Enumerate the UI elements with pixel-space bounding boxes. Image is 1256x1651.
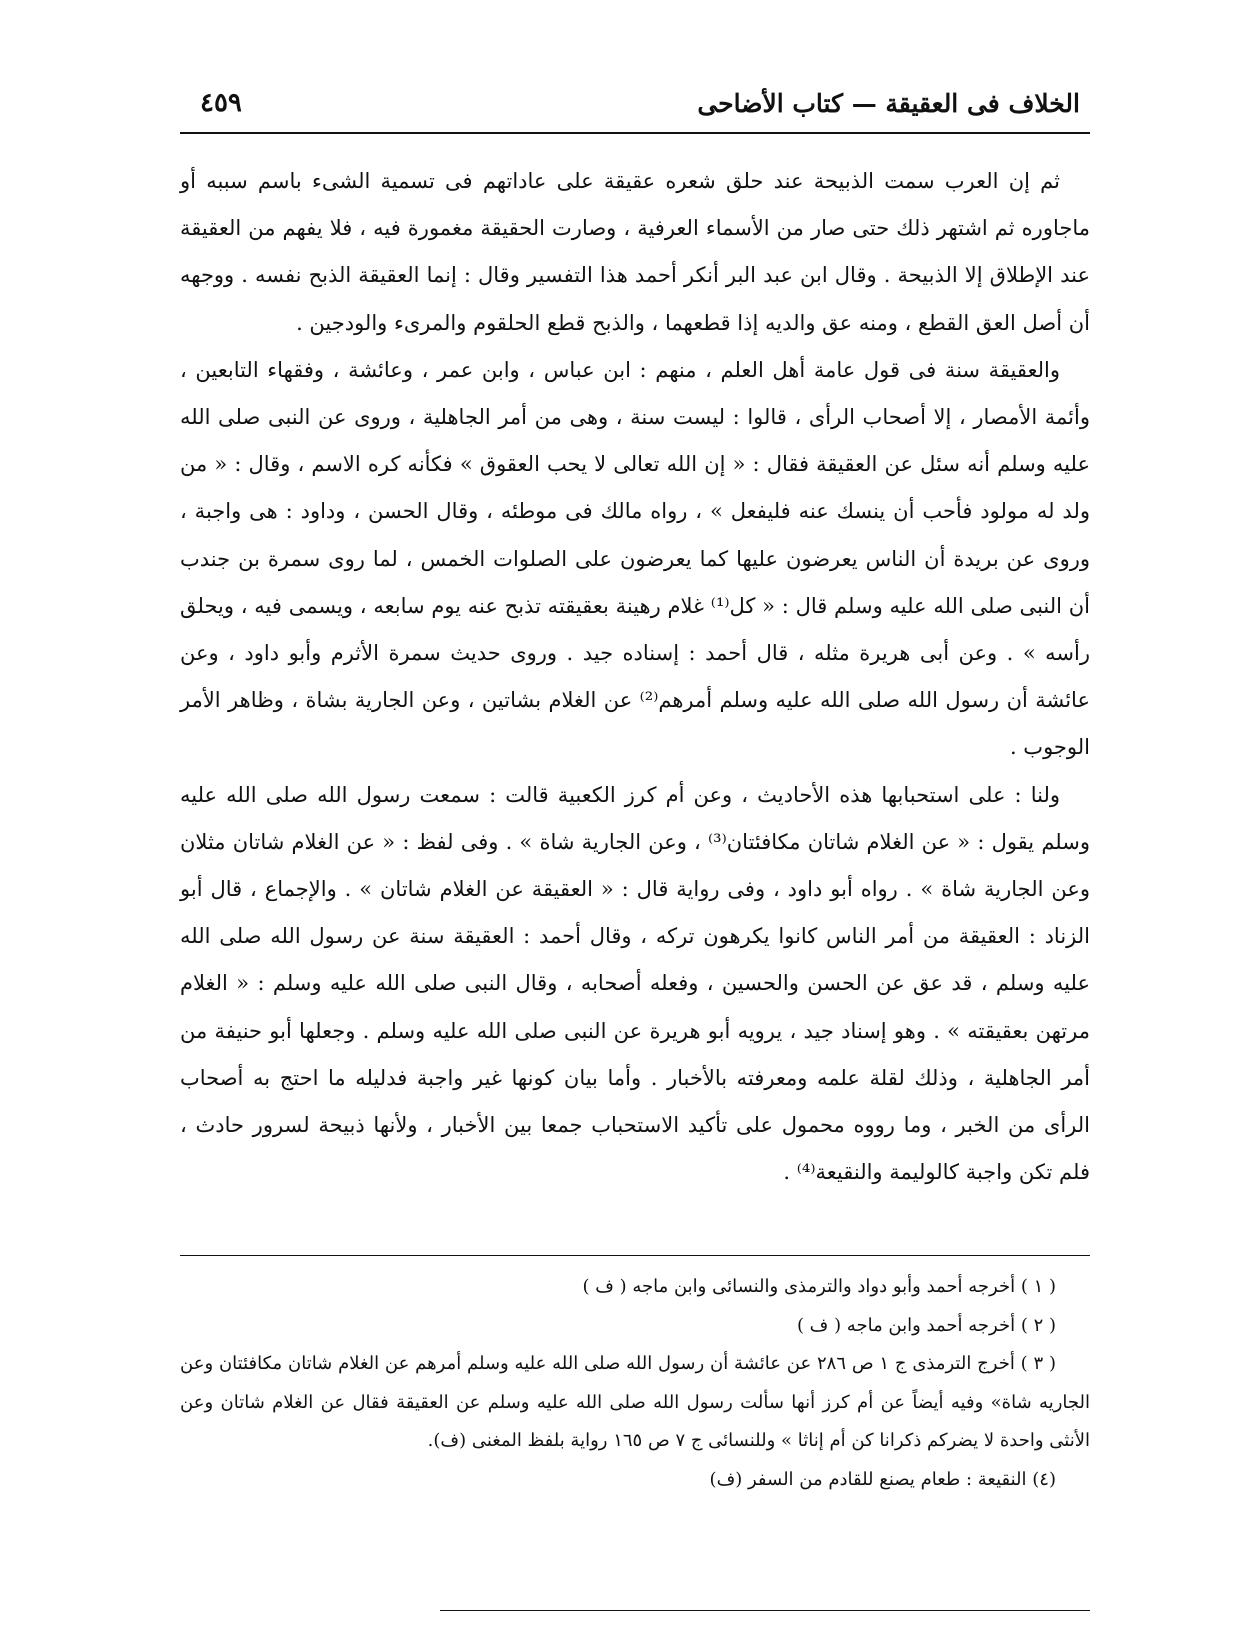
footnote: ( ٣ ) أخرج الترمذى ج ١ ص ٢٨٦ عن عائشة أن رسول الله صلى الله عليه وسلم أمرهم عن الغلام شاتان مكافئتان وعن الجاريه شاة» وفيه أيضاً عن أم كرز أنها سألت رسول الله صلى الله عليه وسلم عن العقيقة فقال عن الغلام شاتان وعن الأنثى واحدة لا يضركم ذكرانا كن أم إناثا » وللنسائى ج ٧ ص ١٦٥ رواية بلفظ المغنى (ف). (180, 1353, 1090, 1451)
page-number: ٤٥٩ (200, 88, 242, 118)
paragraph: والعقيقة سنة فى قول عامة أهل العلم ، منهم : ابن عباس ، وابن عمر ، وعائشة ، وفقهاء التابعين ، وأئمة الأمصار ، إلا أصحاب الرأى ، قالوا : ليست سنة ، وهى من أمر الجاهلية ، وروى عن النبى صلى الله عليه وسلم أنه سئل عن العقيقة فقال : « إن الله تعالى لا يحب العقوق » فكأنه كره الاسم ، وقال : « من ولد له مولود فأحب أن ينسك عنه فليفعل » ، رواه مالك فى موطئه ، وقال الحسن ، وداود : هى واجبة ، وروى عن بريدة أن الناس يعرضون عليها كما يعرضون على الصلوات الخمس ، لما روى سمرة بن جندب أن النبى صلى الله عليه وسلم قال : « كل⁽¹⁾ غلام رهينة بعقيقته تذبح عنه يوم سابعه ، ويسمى فيه ، ويحلق رأسه » . وعن أبى هريرة مثله ، قال أحمد : إسناده جيد . وروى حديث سمرة الأثرم وأبو داود ، وعن عائشة أن رسول الله صلى الله عليه وسلم أمرهم⁽²⁾ عن الغلام بشاتين ، وعن الجارية بشاة ، وظاهر الأمر الوجوب . (180, 357, 1090, 760)
footnote-separator (180, 1255, 1090, 1256)
footnote: ( ٢ ) أخرجه أحمد وابن ماجه ( ف ) (796, 1314, 1056, 1336)
header-rule (180, 132, 1090, 134)
footnotes (180, 1268, 1090, 1499)
paragraph: ثم إن العرب سمت الذبيحة عند حلق شعره عقيقة على عاداتهم فى تسمية الشىء باسم سببه أو ماجاوره ثم اشتهر ذلك حتى صار من الأسماء العرفية ، وصارت الحقيقة مغمورة فيه ، فلا يفهم من العقيقة عند الإطلاق إلا الذبيحة . وقال ابن عبد البر أنكر أحمد هذا التفسير وقال : إنما العقيقة الذبح نفسه . ووجهه أن أصل العق القطع ، ومنه عق والديه إذا قطعهما ، والذبح قطع الحلقوم والمرىء والودجين . (180, 169, 1090, 335)
footnote: (٤) النقيعة : طعام يصنع للقادم من السفر (ف) (709, 1468, 1056, 1490)
bottom-rule (440, 1610, 1090, 1611)
main-text (180, 158, 1090, 1196)
running-header (200, 78, 1080, 128)
paragraph: ولنا : على استحبابها هذه الأحاديث ، وعن أم كرز الكعبية قالت : سمعت رسول الله صلى الله عليه وسلم يقول : « عن الغلام شاتان مكافئتان⁽³⁾ ، وعن الجارية شاة » . وفى لفظ : « عن الغلام شاتان مثلان وعن الجارية شاة » . رواه أبو داود ، وفى رواية قال : « العقيقة عن الغلام شاتان » . والإجماع ، قال أبو الزناد : العقيقة من أمر الناس كانوا يكرهون تركه ، وقال أحمد : العقيقة سنة عن رسول الله صلى الله عليه وسلم ، قد عق عن الحسن والحسين ، وفعله أصحابه ، وقال النبى صلى الله عليه وسلم : « الغلام مرتهن بعقيقته » . وهو إسناد جيد ، يرويه أبو هريرة عن النبى صلى الله عليه وسلم . وجعلها أبو حنيفة من أمر الجاهلية ، وذلك لقلة علمه ومعرفته بالأخبار . وأما بيان كونها غير واجبة فدليله ما احتج به أصحاب الرأى من الخبر ، وما رووه محمول على تأكيد الاستحباب جمعا بين الأخبار ، ولأنها ذبيحة لسرور حادث ، فلم تكن واجبة كالوليمة والنقيعة⁽⁴⁾ . (180, 782, 1090, 1185)
running-title: الخلاف فى العقيقة — كتاب الأضاحى (697, 88, 1080, 118)
footnote: ( ١ ) أخرجه أحمد وأبو دواد والترمذى والنسائى وابن ماجه ( ف ) (582, 1276, 1056, 1297)
